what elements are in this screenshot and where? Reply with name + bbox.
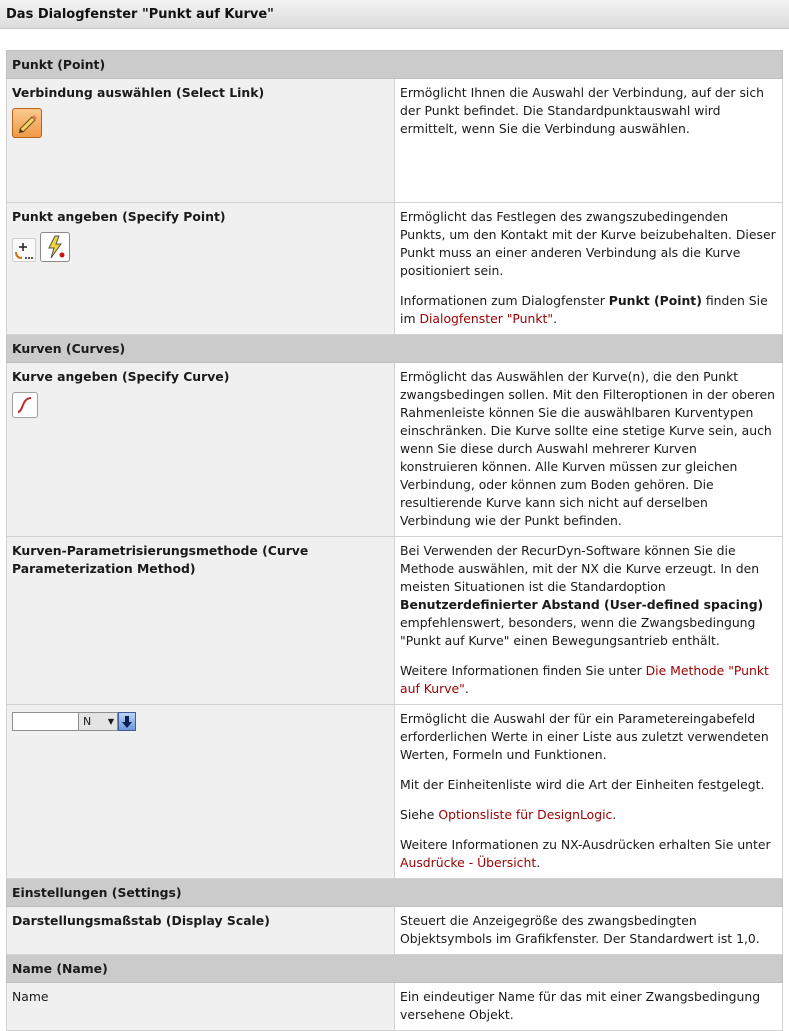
info-pre: Informationen zum Dialogfenster — [400, 293, 609, 308]
row-desc — [395, 983, 783, 1031]
section-header: Kurven (Curves) — [7, 335, 783, 363]
label-text: Darstellungsmaßstab (Display Scale) — [12, 913, 270, 928]
table-row — [7, 363, 783, 537]
info-text — [400, 292, 776, 328]
desc-text: Ermöglicht das Festlegen des zwangszubedingenden Punkts, um den Kontakt mit der Kurve beizubehalten. Dieser Punkt muss an einer anderen Verbindung als die Kurve positioniert sein. — [400, 209, 776, 278]
expression-menu-icon[interactable] — [118, 712, 136, 731]
row-label — [7, 907, 395, 955]
info-mid: finden Sie im — [400, 293, 768, 326]
desc-bold: Benutzerdefinierter Abstand (User-defined spacing) — [400, 597, 764, 612]
point-dialog-icon[interactable] — [12, 238, 36, 262]
desc-pre: Bei Verwenden der RecurDyn-Software können Sie die Methode auswählen, mit der NX die Kurve erzeugt. In den meisten Situationen ist die Standardoption — [400, 543, 760, 594]
desc-text: Ermöglicht das Auswählen der Kurve(n), die den Punkt zwangsbedingen sollen. Mit den Filteroptionen in der oberen Rahmenleiste können Sie die auswählbaren Kurventypen einschränken. Die Kurve sollte eine stetige Kurve sein, auch wenn Sie diese durch Auswahl mehrerer Kurven konstruieren können. Alle Kurven müssen zur gleichen Verbindung, oder können zum Boden gehören. Die resultierende Kurve kann sich nicht auf derselben Verbindung wie der Punkt befinden. — [400, 369, 775, 528]
expressions-overview-link[interactable]: Ausdrücke - Übersicht — [400, 855, 537, 870]
section-header: Name (Name) — [7, 955, 783, 983]
desc-text: Steuert die Anzeigegröße des zwangsbedingten Objektsymbols im Grafikfenster. Der Standardwert ist 1,0. — [400, 913, 760, 946]
expression-field[interactable] — [12, 712, 78, 731]
label-text: Kurven-Parametrisierungsmethode (Curve Parameterization Method) — [12, 543, 309, 576]
label-text: Name — [12, 989, 49, 1004]
desc-post: empfehlenswert, besonders, wenn die Zwangsbedingung "Punkt auf Kurve" einen Bewegungsantrieb enthält. — [400, 615, 756, 648]
section-header: Punkt (Point) — [7, 51, 783, 79]
more-post: . — [464, 681, 469, 696]
row-desc — [395, 79, 783, 203]
see-pre: Siehe — [400, 807, 439, 822]
label-text: Punkt angeben (Specify Point) — [12, 209, 226, 224]
table-row — [7, 705, 783, 879]
unit-value: N — [83, 715, 92, 728]
row-desc — [395, 705, 783, 879]
see-post: . — [612, 807, 617, 822]
info-post: . — [553, 311, 558, 326]
row-desc — [395, 537, 783, 705]
label-text: Verbindung auswählen (Select Link) — [12, 85, 265, 100]
table-row — [7, 983, 783, 1031]
row-label — [7, 79, 395, 203]
table-row — [7, 79, 783, 203]
section-name — [7, 955, 783, 983]
desc-text: Ein eindeutiger Name für das mit einer Zwangsbedingung versehene Objekt. — [400, 989, 761, 1022]
section-header: Einstellungen (Settings) — [7, 879, 783, 907]
desc-text: Ermöglicht Ihnen die Auswahl der Verbindung, auf der sich der Punkt befindet. Die Standardpunktauswahl wird ermittelt, wenn Sie die Verbindung auswählen. — [400, 85, 765, 136]
more-text — [400, 836, 776, 872]
row-label — [7, 705, 395, 879]
designlogic-link[interactable]: Optionsliste für DesignLogic — [438, 807, 613, 822]
see-text — [400, 806, 776, 824]
desc-text: Ermöglicht die Auswahl der für ein Parametereingabefeld erforderlichen Werte in einer Liste aus zuletzt verwendeten Werten, Formeln und Funktionen. — [400, 711, 769, 762]
table-row — [7, 907, 783, 955]
desc-text — [400, 542, 776, 650]
unit-dropdown[interactable] — [78, 712, 118, 731]
row-label — [7, 983, 395, 1031]
table-row — [7, 203, 783, 335]
table-row — [7, 537, 783, 705]
desc-text: Mit der Einheitenliste wird die Art der Einheiten festgelegt. — [400, 777, 765, 792]
info-bold: Punkt (Point) — [608, 293, 702, 308]
row-label — [7, 363, 395, 537]
point-on-curve-method-link[interactable]: Die Methode "Punkt auf Kurve" — [400, 663, 769, 696]
section-settings — [7, 879, 783, 907]
pencil-select-icon[interactable] — [12, 108, 42, 138]
row-label — [7, 203, 395, 335]
page-title: Das Dialogfenster "Punkt auf Kurve" — [0, 0, 789, 29]
row-desc — [395, 907, 783, 955]
section-curves — [7, 335, 783, 363]
more-text — [400, 662, 776, 698]
row-label — [7, 537, 395, 705]
more-post: . — [536, 855, 541, 870]
row-desc — [395, 203, 783, 335]
inferred-point-icon[interactable] — [40, 232, 70, 262]
point-dialog-link[interactable]: Dialogfenster "Punkt" — [419, 311, 554, 326]
options-table — [6, 50, 783, 1031]
section-point — [7, 51, 783, 79]
label-text: Kurve angeben (Specify Curve) — [12, 369, 230, 384]
chevron-down-icon: ▼ — [107, 717, 114, 726]
more-pre: Weitere Informationen finden Sie unter — [400, 663, 646, 678]
more-pre: Weitere Informationen zu NX-Ausdrücken erhalten Sie unter — [400, 837, 771, 852]
curve-icon[interactable] — [12, 392, 38, 418]
row-desc — [395, 363, 783, 537]
expression-widget — [12, 712, 388, 731]
